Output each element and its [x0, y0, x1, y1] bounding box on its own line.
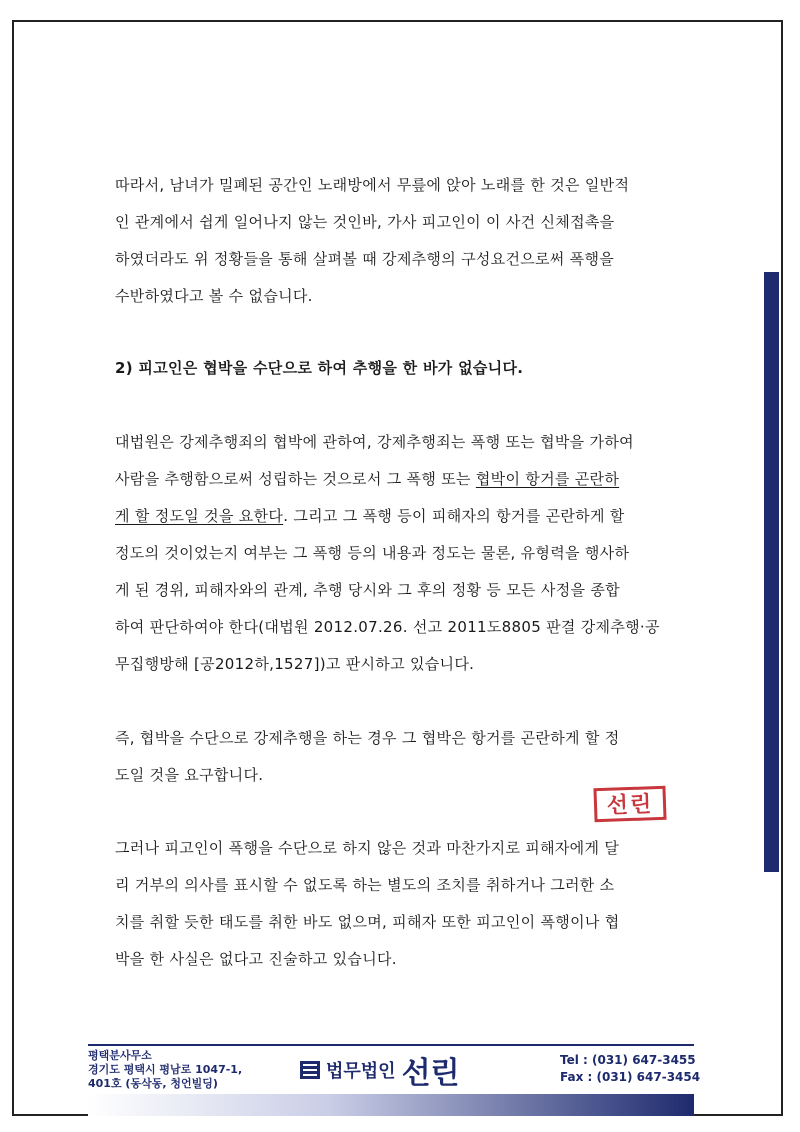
para2-line2-underlined: 협박이 항거를 곤란하 [475, 470, 620, 488]
para2-line4: 정도의 것이었는지 여부는 그 폭행 등의 내용과 정도는 물론, 유형력을 행사하 [115, 544, 630, 562]
para2-line2-prefix: 사람을 추행함으로써 성립하는 것으로서 그 폭행 또는 [115, 470, 476, 488]
para2-line2 [115, 469, 619, 489]
para4-line4: 박을 한 사실은 없다고 진술하고 있습니다. [115, 950, 397, 968]
firm-brand [300, 1050, 460, 1090]
firm-prefix: 법무법인 [326, 1061, 396, 1082]
para1-line4: 수반하였다고 볼 수 없습니다. [115, 287, 313, 305]
para2-line3-underlined: 게 할 정도일 것을 요한다 [115, 507, 284, 525]
contact-info [560, 1052, 700, 1086]
firm-name: 선린 [401, 1056, 460, 1091]
para2-line6: 하여 판단하여야 한다(대법원 2012.07.26. 선고 2011도8805 판결 강제추행·공 [115, 618, 660, 636]
para3-line2: 도일 것을 요구합니다. [115, 766, 264, 784]
seal-stamp: 선린 [593, 786, 666, 822]
para3-line1: 즉, 협박을 수단으로 강제추행을 하는 경우 그 협박은 항거를 곤란하게 할 정 [115, 729, 620, 747]
section-heading: 2) 피고인은 협박을 수단으로 하여 추행을 한 바가 없습니다. [115, 359, 524, 377]
para2-line3-rest: . 그리고 그 폭행 등이 피해자의 항거를 곤란하게 할 [283, 507, 625, 525]
para2-line3 [115, 506, 625, 526]
para1-line3: 하였더라도 위 정황들을 통해 살펴볼 때 강제추행의 구성요건으로써 폭행을 [115, 250, 615, 268]
para4-line2: 리 거부의 의사를 표시할 수 없도록 하는 별도의 조치를 취하거나 그러한 소 [115, 876, 615, 894]
side-accent-bar [764, 272, 779, 872]
office-info [88, 1049, 242, 1091]
fax-number: Fax : (031) 647-3454 [560, 1070, 701, 1084]
office-name: 평택분사무소 [88, 1049, 152, 1062]
para2-line1: 대법원은 강제추행죄의 협박에 관하여, 강제추행죄는 폭행 또는 협박을 가하여 [115, 433, 634, 451]
footer-rule [88, 1044, 694, 1046]
para1-line2: 인 관계에서 쉽게 일어나지 않는 것인바, 가사 피고인이 이 사건 신체접촉을 [115, 213, 615, 231]
tel-number: Tel : (031) 647-3455 [560, 1053, 696, 1067]
para2-line5: 게 된 경위, 피해자와의 관계, 추행 당시와 그 후의 정황 등 모든 사정을 종합 [115, 581, 620, 599]
para1-line1: 따라서, 남녀가 밀폐된 공간인 노래방에서 무릎에 앉아 노래를 한 것은 일반적 [115, 176, 630, 194]
para4-line1: 그러나 피고인이 폭행을 수단으로 하지 않은 것과 마찬가지로 피해자에게 달 [115, 839, 620, 857]
firm-logo-icon [300, 1061, 320, 1079]
footer-gradient-bar [88, 1094, 694, 1116]
office-address-line2: 401호 (동삭동, 청언빌딩) [88, 1077, 218, 1090]
para4-line3: 치를 취할 듯한 태도를 취한 바도 없으며, 피해자 또한 피고인이 폭행이나 협 [115, 913, 620, 931]
para2-line7: 무집행방해 [공2012하,1527])고 판시하고 있습니다. [115, 655, 475, 673]
office-address-line1: 경기도 평택시 평남로 1047-1, [88, 1063, 243, 1076]
